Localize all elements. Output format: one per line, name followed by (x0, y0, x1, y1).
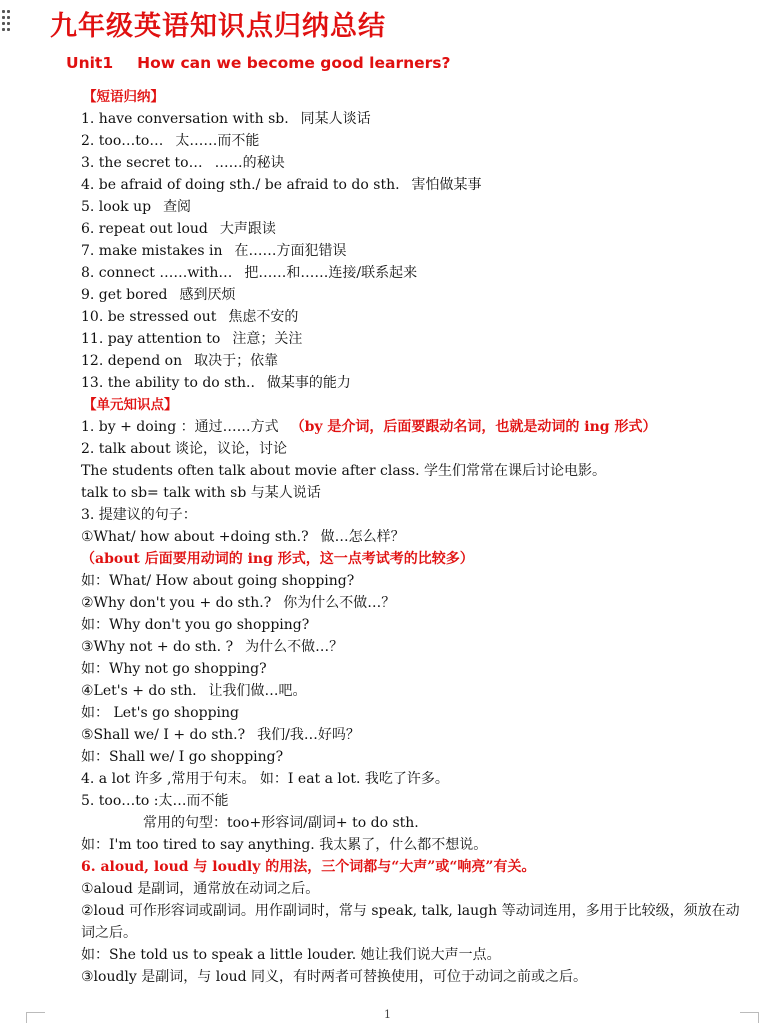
suggestion-item (81, 724, 741, 746)
section-heading-phrases: 【短语归纳】 (83, 89, 164, 105)
phrase-zh: 注意；关注 (232, 331, 303, 347)
phrase-en: 13. the ability to do sth.. (81, 375, 255, 391)
phrase-en: 3. the secret to… (81, 155, 203, 171)
phrase-item (81, 350, 741, 372)
example-sentence: 如： Let's go shopping (81, 705, 239, 721)
point-text: 1. by + doing ：通过……方式 (81, 419, 279, 435)
suggestion-text: ⑤Shall we/ I + do sth.? (81, 727, 246, 743)
suggestion-item (81, 592, 741, 614)
page-corner-mark (26, 1012, 45, 1023)
phrase-zh: 查阅 (163, 199, 192, 215)
point-talk-about: 2. talk about 谈论，议论，讨论 (81, 441, 288, 457)
phrase-item (81, 174, 741, 196)
unit-topic: How can we become good learners? (137, 54, 451, 72)
unit-heading (66, 54, 451, 72)
phrase-zh: 做某事的能力 (266, 375, 351, 391)
point-aloud-1: ①aloud 是副词，通常放在动词之后。 (81, 881, 320, 897)
phrase-en: 8. connect ……with… (81, 265, 233, 281)
phrase-en: 6. repeat out loud (81, 221, 208, 237)
phrase-zh: 感到厌烦 (179, 287, 236, 303)
phrase-item (81, 240, 741, 262)
suggestion-item (81, 526, 741, 548)
point-by-doing (81, 416, 741, 438)
suggestion-text: ②Why don't you + do sth.? (81, 595, 272, 611)
phrase-zh: 同某人谈话 (300, 111, 371, 127)
phrase-item (81, 196, 741, 218)
section-heading-points: 【单元知识点】 (83, 397, 178, 413)
suggestion-zh: 我们/我…好吗？ (257, 727, 360, 743)
suggestion-text: ④Let's + do sth. (81, 683, 197, 699)
unit-number: Unit1 (66, 54, 114, 72)
point-talk-to: talk to sb= talk with sb 与某人说话 (81, 485, 321, 501)
phrase-zh: 太……而不能 (175, 133, 260, 149)
phrase-item (81, 108, 741, 130)
phrase-zh: 在……方面犯错误 (234, 243, 347, 259)
suggestion-note: （about 后面要用动词的 ing 形式，这一点考试考的比较多） (81, 551, 474, 567)
suggestion-zh: 你为什么不做…？ (283, 595, 396, 611)
phrase-item (81, 152, 741, 174)
point-too-to-pattern: 常用的句型：too+形容词/副词+ to do sth. (143, 815, 419, 831)
suggestion-item (81, 680, 741, 702)
page-number: 1 (384, 1008, 391, 1021)
phrase-en: 1. have conversation with sb. (81, 111, 289, 127)
phrase-item (81, 328, 741, 350)
phrase-item (81, 130, 741, 152)
phrase-en: 2. too…to… (81, 133, 164, 149)
phrase-zh: ……的秘诀 (214, 155, 285, 171)
phrase-en: 12. depend on (81, 353, 183, 369)
document-body (81, 86, 741, 988)
phrase-zh: 害怕做某事 (411, 177, 482, 193)
example-sentence: 如：Why not go shopping? (81, 661, 267, 677)
phrase-en: 5. look up (81, 199, 152, 215)
example-sentence: 如：She told us to speak a little louder. 她让我们说大声一点。 (81, 947, 501, 963)
phrase-en: 7. make mistakes in (81, 243, 223, 259)
phrase-en: 10. be stressed out (81, 309, 217, 325)
suggestion-text: ①What/ how about +doing sth.? (81, 529, 309, 545)
phrase-item (81, 262, 741, 284)
phrase-en: 9. get bored (81, 287, 168, 303)
suggestion-text: ③Why not + do sth. ? (81, 639, 234, 655)
phrase-item (81, 284, 741, 306)
suggestion-zh: 让我们做…吧。 (208, 683, 307, 699)
point-note: （by 是介词，后面要跟动名词，也就是动词的 ing 形式） (290, 419, 657, 435)
suggestion-item (81, 636, 741, 658)
drag-handle-icon[interactable] (2, 10, 12, 32)
point-aloud-2: ②loud 可作形容词或副词。用作副词时，常与 speak, talk, laugh 等动词连用，多用于比较级，须放在动词之后。 (81, 903, 740, 941)
point-a-lot: 4. a lot 许多 ,常用于句末。 如：I eat a lot. 我吃了许多。 (81, 771, 449, 787)
phrase-en: 4. be afraid of doing sth./ be afraid to do sth. (81, 177, 400, 193)
page-corner-mark (740, 1012, 759, 1023)
phrase-item (81, 372, 741, 394)
phrase-item (81, 306, 741, 328)
document-title: 九年级英语知识点归纳总结 (50, 11, 386, 42)
point-suggestions: 3. 提建议的句子： (81, 507, 197, 523)
point-aloud-3: ③loudly 是副词，与 loud 同义，有时两者可替换使用，可位于动词之前或之后。 (81, 969, 588, 985)
suggestion-zh: 为什么不做…？ (245, 639, 344, 655)
suggestion-zh: 做…怎么样？ (320, 529, 405, 545)
phrase-en: 11. pay attention to (81, 331, 221, 347)
phrase-zh: 大声跟读 (219, 221, 276, 237)
example-sentence: 如：Why don't you go shopping? (81, 617, 310, 633)
example-sentence: The students often talk about movie after class. 学生们常常在课后讨论电影。 (81, 463, 606, 479)
point-too-to: 5. too…to :太…而不能 (81, 793, 229, 809)
phrase-zh: 把……和……连接/联系起来 (244, 265, 418, 281)
point-aloud-heading: 6. aloud, loud 与 loudly 的用法，三个词都与“大声”或“响亮”有关。 (81, 859, 536, 875)
example-sentence: 如：I'm too tired to say anything. 我太累了，什么都不想说。 (81, 837, 488, 853)
phrase-item (81, 218, 741, 240)
phrase-zh: 取决于；依靠 (194, 353, 279, 369)
phrase-zh: 焦虑不安的 (228, 309, 299, 325)
example-sentence: 如：Shall we/ I go shopping? (81, 749, 284, 765)
example-sentence: 如：What/ How about going shopping? (81, 573, 355, 589)
